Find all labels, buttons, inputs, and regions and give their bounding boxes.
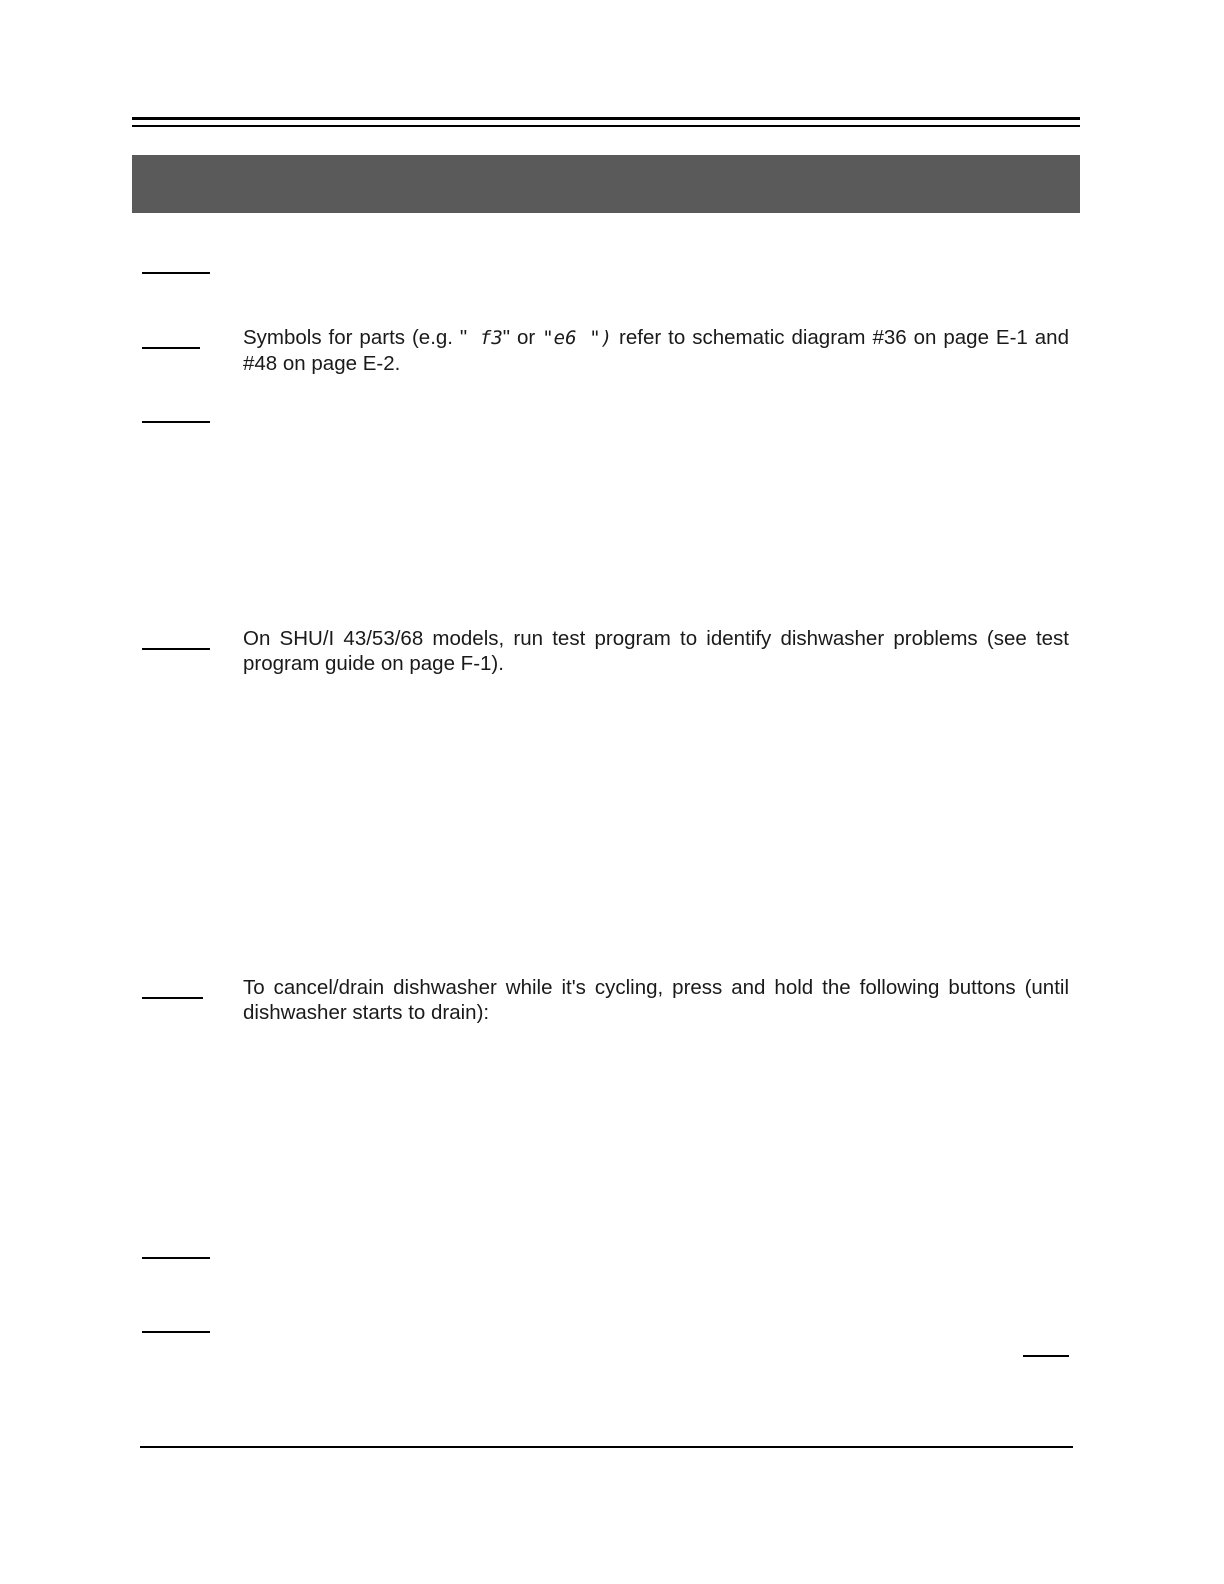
symbols-note-mid: " or [502, 326, 543, 349]
margin-marker [142, 1331, 210, 1333]
part-symbol-e6: "e6 ") [542, 327, 613, 349]
cancel-drain-paragraph: To cancel/drain dishwasher while it's cycling, press and hold the following buttons (until dishwasher starts to drain): [243, 976, 1069, 1024]
margin-marker [142, 421, 210, 423]
margin-marker [142, 1257, 210, 1259]
continuation-marker [1023, 1355, 1069, 1357]
margin-marker [142, 347, 200, 349]
section-header-bar [132, 155, 1080, 213]
test-program-paragraph: On SHU/I 43/53/68 models, run test program to identify dishwasher problems (see test program guide on page F-1). [243, 627, 1069, 675]
symbols-note-paragraph [243, 325, 1069, 376]
top-rule-thick [132, 117, 1080, 120]
symbols-note-post: refer to schematic diagram #36 on page E-1 and #48 on page E-2. [243, 326, 1069, 375]
margin-marker [142, 648, 210, 650]
margin-marker [142, 272, 210, 274]
part-symbol-f3: f3 [467, 327, 503, 349]
top-rule-thin [132, 125, 1080, 127]
footer-rule [140, 1446, 1073, 1448]
margin-marker [142, 997, 203, 999]
symbols-note-pre: Symbols for parts (e.g. " [243, 326, 468, 349]
